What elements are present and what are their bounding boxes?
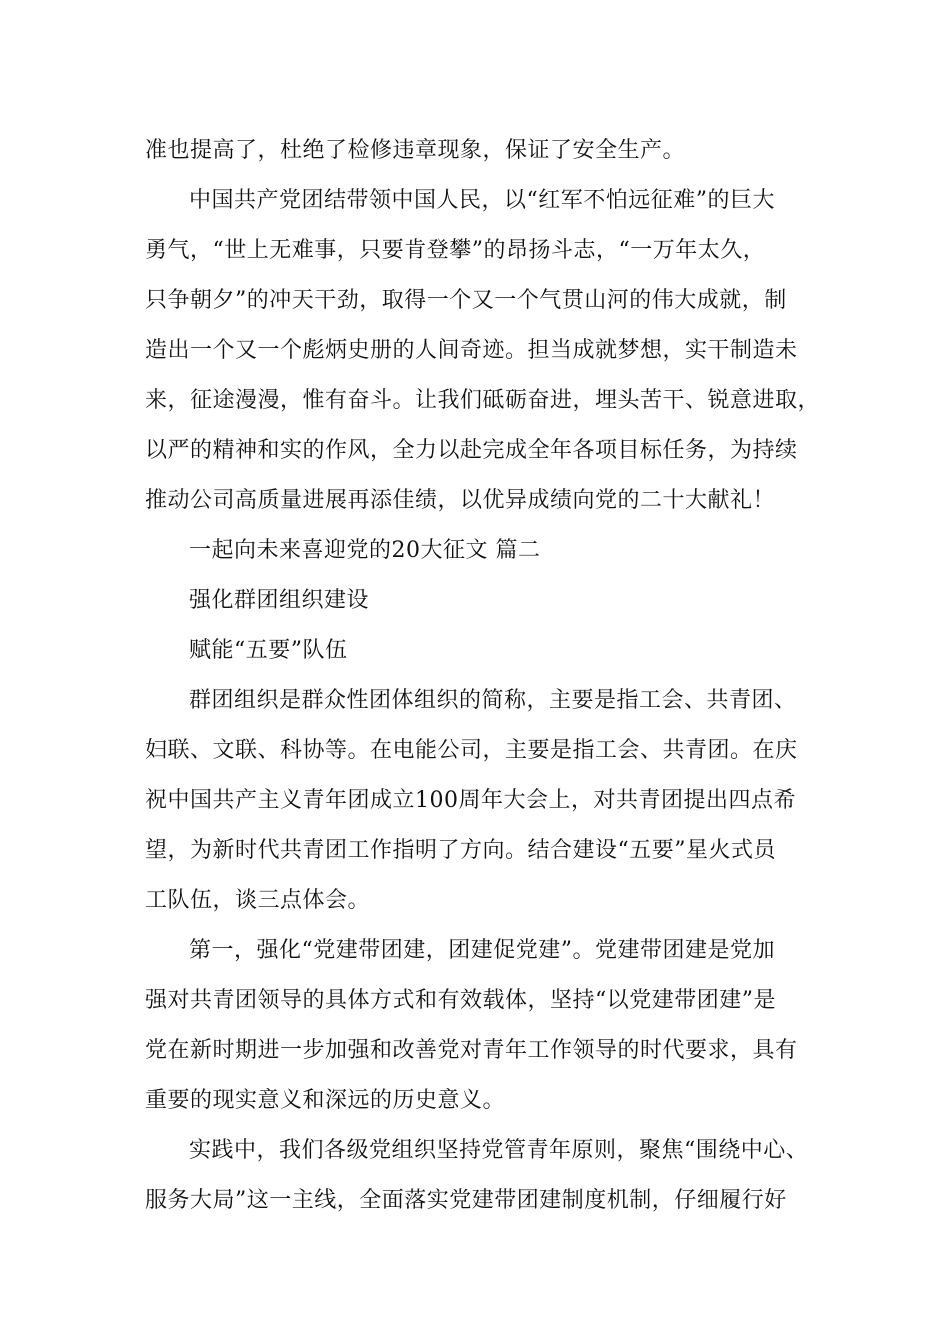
text-line: 服务大局”这一主线，全面落实党建带团建制度机制，仔细履行好 xyxy=(145,1188,787,1213)
paragraph xyxy=(145,126,825,176)
text-line: 造出一个又一个彪炳史册的人间奇迹。担当成就梦想，实干制造未 xyxy=(145,338,798,363)
text-line: 一起向未来喜迎党的20大征文 篇二 xyxy=(189,538,541,563)
text-line: 准也提高了，杜绝了检修违章现象，保证了安全生产。 xyxy=(145,138,686,163)
text-line: 第一，强化“党建带团建，团建促党建”。党建带团建是党加 xyxy=(189,938,775,963)
text-line: 强对共青团领导的具体方式和有效载体，坚持“以党建带团建”是 xyxy=(145,988,776,1013)
text-line: 党在新时期进一步加强和改善党对青年工作领导的时代要求，具有 xyxy=(145,1038,798,1063)
text-line: 实践中，我们各级党组织坚持党管青年原则，聚焦“围绕中心、 xyxy=(189,1138,809,1163)
text-line: 赋能“五要”队伍 xyxy=(189,638,348,663)
text-line: 工队伍，谈三点体会。 xyxy=(145,888,371,913)
text-line: 只争朝夕”的冲天干劲，取得一个又一个气贯山河的伟大成就，制 xyxy=(145,288,787,313)
text-line: 勇气，“世上无难事，只要肯登攀”的昂扬斗志，“一万年太久， xyxy=(145,238,766,263)
document-body xyxy=(145,126,825,1226)
paragraph xyxy=(145,1126,825,1226)
text-line: 来，征途漫漫，惟有奋斗。让我们砥砺奋进，埋头苦干、锐意进取， xyxy=(145,388,821,413)
subheading xyxy=(145,626,825,676)
text-line: 祝中国共产主义青年团成立100周年大会上，对共青团提出四点希 xyxy=(145,788,796,813)
text-line: 强化群团组织建设 xyxy=(189,588,370,613)
paragraph xyxy=(145,676,825,926)
text-line: 望，为新时代共青团工作指明了方向。结合建设“五要”星火式员 xyxy=(145,838,776,863)
text-line: 群团组织是群众性团体组织的简称，主要是指工会、共青团、 xyxy=(189,688,797,713)
heading xyxy=(145,576,825,626)
text-line: 以严的精神和实的作风，全力以赴完成全年各项目标任务，为持续 xyxy=(145,438,798,463)
text-line: 推动公司高质量进展再添佳绩，以优异成绩向党的二十大献礼！ xyxy=(145,488,776,513)
text-line: 妇联、文联、科协等。在电能公司，主要是指工会、共青团。在庆 xyxy=(145,738,798,763)
paragraph xyxy=(145,176,825,526)
section-title xyxy=(145,526,825,576)
paragraph xyxy=(145,926,825,1126)
text-line: 重要的现实意义和深远的历史意义。 xyxy=(145,1088,506,1113)
text-line: 中国共产党团结带领中国人民，以“红军不怕远征难”的巨大 xyxy=(189,188,775,213)
